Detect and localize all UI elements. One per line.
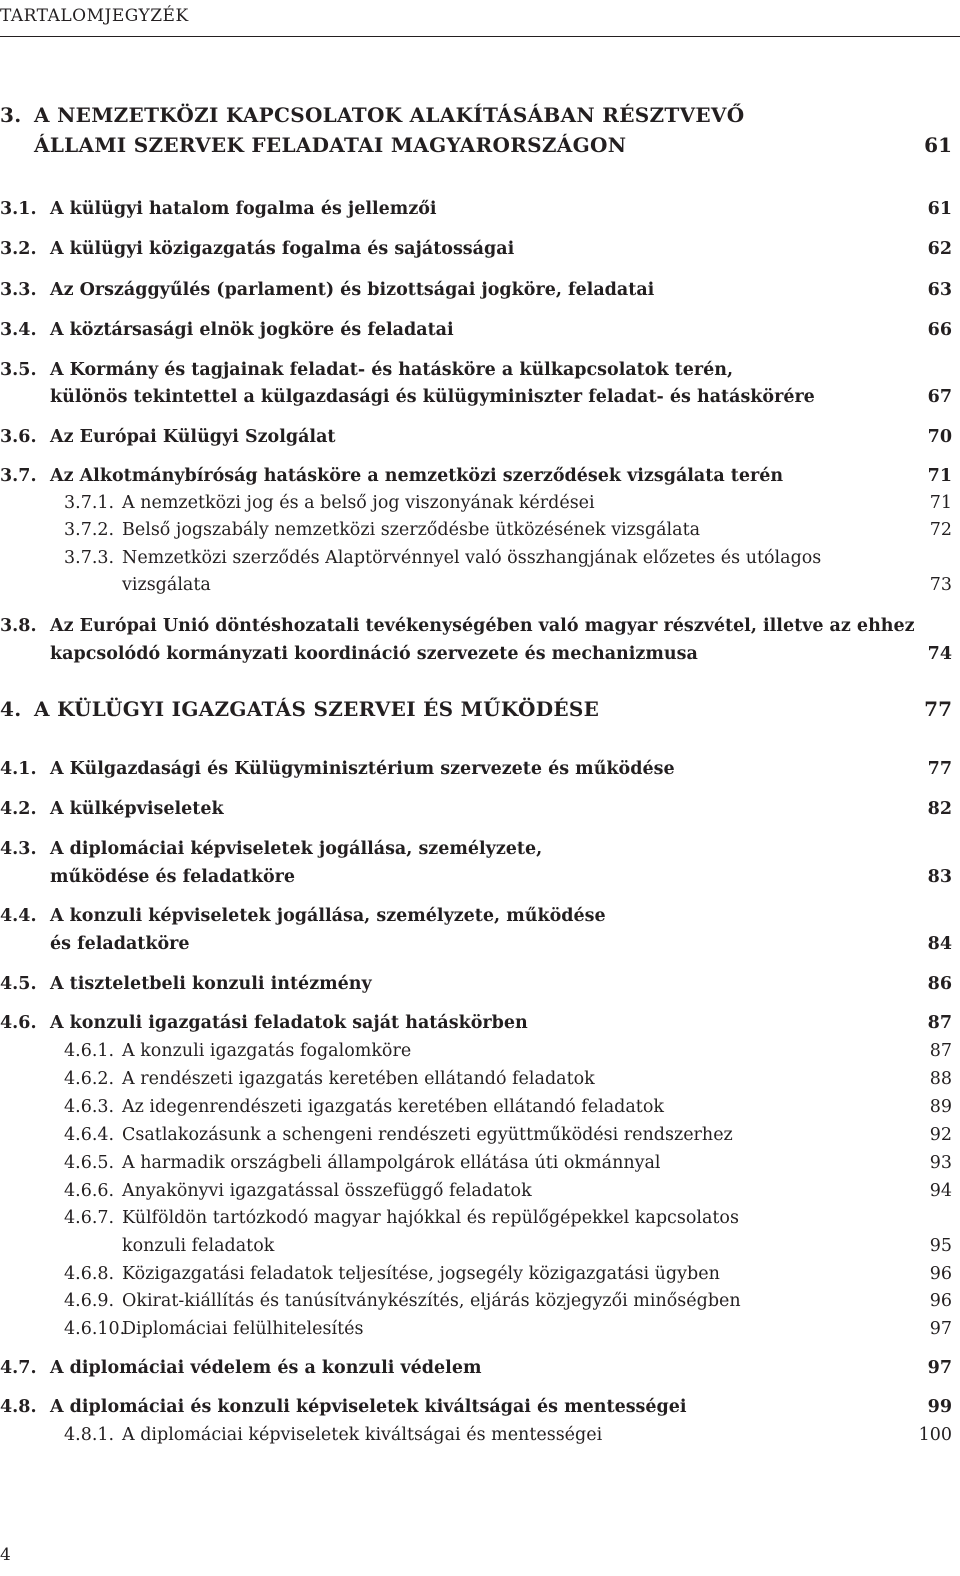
entry-title: A tiszteletbeli konzuli intézmény [50, 974, 372, 994]
entry-number: 4.6.2. [64, 1069, 115, 1089]
toc-entry [0, 545, 960, 571]
toc-entry [0, 317, 960, 343]
entry-title: A külügyi közigazgatás fogalma és sajátosságai [50, 239, 515, 259]
toc-entry [0, 1010, 960, 1036]
entry-title: Az Európai Külügyi Szolgálat [50, 427, 336, 447]
entry-number: 3.7.2. [64, 520, 115, 540]
toc-entry [0, 384, 960, 410]
toc-entry [0, 903, 960, 929]
entry-title: Az Alkotmánybíróság hatásköre a nemzetközi szerződések vizsgálata terén [50, 466, 784, 486]
entry-page: 92 [929, 1125, 952, 1145]
entry-title: vizsgálata [122, 575, 211, 595]
entry-page: 70 [927, 427, 952, 447]
entry-page: 97 [929, 1319, 952, 1339]
entry-number: 3.5. [0, 360, 37, 380]
toc-entry [0, 613, 960, 639]
entry-number: 3.3. [0, 280, 37, 300]
toc-entry [0, 1355, 960, 1381]
toc-entry [0, 1233, 960, 1259]
entry-title: különös tekintettel a külgazdasági és külügyminiszter feladat- és hatáskörére [50, 387, 815, 407]
entry-page: 87 [927, 1013, 952, 1033]
toc-entry [0, 277, 960, 303]
entry-title: Az Európai Unió döntéshozatali tevékenységében való magyar részvétel, illetve az ehhez [50, 616, 915, 636]
toc-entry [0, 236, 960, 262]
chapter-number: 4. [0, 697, 22, 721]
entry-title: Az idegenrendészeti igazgatás keretében ellátandó feladatok [122, 1097, 664, 1117]
entry-number: 4.3. [0, 839, 37, 859]
entry-number: 4.8. [0, 1397, 37, 1417]
entry-title: A konzuli igazgatás fogalomköre [122, 1041, 412, 1061]
entry-title: és feladatköre [50, 934, 190, 954]
toc-entry [0, 1066, 960, 1092]
entry-page: 97 [927, 1358, 952, 1378]
entry-title: A külügyi hatalom fogalma és jellemzői [50, 199, 437, 219]
toc-entry [0, 357, 960, 383]
entry-page: 72 [929, 520, 952, 540]
entry-number: 3.6. [0, 427, 37, 447]
entry-number: 4.6.7. [64, 1208, 115, 1228]
entry-page: 93 [929, 1153, 952, 1173]
entry-number: 3.7. [0, 466, 37, 486]
entry-page: 86 [927, 974, 952, 994]
toc-entry [0, 641, 960, 667]
toc-entry [0, 196, 960, 222]
entry-title: Belső jogszabály nemzetközi szerződésbe ütközésének vizsgálata [122, 520, 701, 540]
entry-page: 73 [929, 575, 952, 595]
chapter-title-line: A NEMZETKÖZI KAPCSOLATOK ALAKÍTÁSÁBAN RÉSZTVEVŐ [34, 103, 745, 127]
entry-page: 96 [929, 1291, 952, 1311]
entry-number: 4.6. [0, 1013, 37, 1033]
entry-title: A konzuli igazgatási feladatok saját hatáskörben [50, 1013, 528, 1033]
entry-page: 67 [927, 387, 952, 407]
entry-number: 4.6.9. [64, 1291, 115, 1311]
toc-entry [0, 463, 960, 489]
entry-title: működése és feladatköre [50, 867, 296, 887]
toc-entry [0, 490, 960, 516]
entry-page: 71 [929, 493, 952, 513]
entry-page: 88 [929, 1069, 952, 1089]
entry-number: 4.4. [0, 906, 37, 926]
toc-entry [0, 1150, 960, 1176]
toc-entry [0, 931, 960, 957]
entry-page: 63 [927, 280, 952, 300]
entry-title: Okirat-kiállítás és tanúsítványkészítés, eljárás közjegyzői minőségben [122, 1291, 741, 1311]
toc-entry [0, 1205, 960, 1231]
entry-page: 83 [927, 867, 952, 887]
entry-page: 100 [918, 1425, 952, 1445]
entry-title: A külképviseletek [50, 799, 224, 819]
entry-number: 3.2. [0, 239, 37, 259]
page-number: 4 [0, 1545, 11, 1565]
toc-entry [0, 517, 960, 543]
toc-entry [0, 1038, 960, 1064]
chapter-page: 77 [924, 697, 952, 721]
entry-title: A konzuli képviseletek jogállása, személyzete, működése [50, 906, 606, 926]
entry-page: 74 [927, 644, 952, 664]
entry-title: A diplomáciai képviseletek kiváltságai és mentességei [122, 1425, 603, 1445]
toc-entry [0, 1288, 960, 1314]
entry-title: konzuli feladatok [122, 1236, 275, 1256]
entry-number: 4.2. [0, 799, 37, 819]
toc-entry [0, 796, 960, 822]
toc-entry [0, 1122, 960, 1148]
entry-title: A rendészeti igazgatás keretében ellátandó feladatok [122, 1069, 595, 1089]
entry-page: 89 [929, 1097, 952, 1117]
entry-title: Közigazgatási feladatok teljesítése, jogsegély közigazgatási ügyben [122, 1264, 720, 1284]
entry-number: 4.6.10. [64, 1319, 126, 1339]
entry-page: 62 [927, 239, 952, 259]
entry-title: A diplomáciai és konzuli képviseletek kiváltságai és mentességei [50, 1397, 687, 1417]
entry-title: A Külgazdasági és Külügyminisztérium szervezete és működése [50, 759, 675, 779]
entry-number: 4.6.6. [64, 1181, 115, 1201]
toc-entry [0, 1178, 960, 1204]
entry-title: Az Országgyűlés (parlament) és bizottságai jogköre, feladatai [50, 280, 655, 300]
entry-page: 82 [927, 799, 952, 819]
entry-page: 87 [929, 1041, 952, 1061]
chapter-page: 61 [924, 133, 952, 157]
toc-entry [0, 971, 960, 997]
entry-page: 99 [927, 1397, 952, 1417]
chapter-title: A KÜLÜGYI IGAZGATÁS SZERVEI ÉS MŰKÖDÉSE [34, 697, 600, 721]
toc-entry [0, 836, 960, 862]
entry-number: 4.5. [0, 974, 37, 994]
entry-title: Nemzetközi szerződés Alaptörvénnyel való összhangjának előzetes és utólagos [122, 548, 822, 568]
entry-title: A Kormány és tagjainak feladat- és hatásköre a külkapcsolatok terén, [50, 360, 734, 380]
toc-entry [0, 1261, 960, 1287]
entry-number: 3.8. [0, 616, 37, 636]
entry-title: A diplomáciai képviseletek jogállása, személyzete, [50, 839, 543, 859]
entry-number: 4.6.1. [64, 1041, 115, 1061]
entry-number: 4.7. [0, 1358, 37, 1378]
entry-page: 94 [929, 1181, 952, 1201]
entry-number: 4.6.5. [64, 1153, 115, 1173]
entry-page: 84 [927, 934, 952, 954]
entry-title: kapcsolódó kormányzati koordináció szervezete és mechanizmusa [50, 644, 698, 664]
entry-number: 3.7.1. [64, 493, 115, 513]
entry-title: Csatlakozásunk a schengeni rendészeti együttműködési rendszerhez [122, 1125, 733, 1145]
entry-page: 71 [927, 466, 952, 486]
entry-number: 3.7.3. [64, 548, 115, 568]
entry-number: 3.4. [0, 320, 37, 340]
toc-entry [0, 424, 960, 450]
entry-number: 4.8.1. [64, 1425, 115, 1445]
entry-page: 77 [927, 759, 952, 779]
entry-number: 4.6.8. [64, 1264, 115, 1284]
entry-page: 61 [927, 199, 952, 219]
toc-entry [0, 1422, 960, 1448]
running-header: TARTALOMJEGYZÉK [0, 6, 189, 26]
entry-number: 3.1. [0, 199, 37, 219]
entry-title: A nemzetközi jog és a belső jog viszonyának kérdései [122, 493, 595, 513]
entry-title: A harmadik országbeli állampolgárok ellátása úti okmánnyal [122, 1153, 661, 1173]
header-rule [0, 36, 960, 37]
entry-page: 96 [929, 1264, 952, 1284]
toc-entry [0, 1094, 960, 1120]
entry-number: 4.6.4. [64, 1125, 115, 1145]
chapter-number: 3. [0, 103, 22, 127]
entry-title: A diplomáciai védelem és a konzuli védelem [50, 1358, 482, 1378]
chapter-title-line: ÁLLAMI SZERVEK FELADATAI MAGYARORSZÁGON [34, 133, 627, 157]
entry-title: A köztársasági elnök jogköre és feladatai [50, 320, 454, 340]
entry-number: 4.6.3. [64, 1097, 115, 1117]
toc-entry [0, 1316, 960, 1342]
toc-entry [0, 864, 960, 890]
toc-entry [0, 756, 960, 782]
toc-entry [0, 572, 960, 598]
entry-title: Külföldön tartózkodó magyar hajókkal és repülőgépekkel kapcsolatos [122, 1208, 739, 1228]
entry-title: Anyakönyvi igazgatással összefüggő feladatok [122, 1181, 532, 1201]
entry-number: 4.1. [0, 759, 37, 779]
toc-entry [0, 1394, 960, 1420]
entry-title: Diplomáciai felülhitelesítés [122, 1319, 364, 1339]
entry-page: 66 [927, 320, 952, 340]
entry-page: 95 [929, 1236, 952, 1256]
